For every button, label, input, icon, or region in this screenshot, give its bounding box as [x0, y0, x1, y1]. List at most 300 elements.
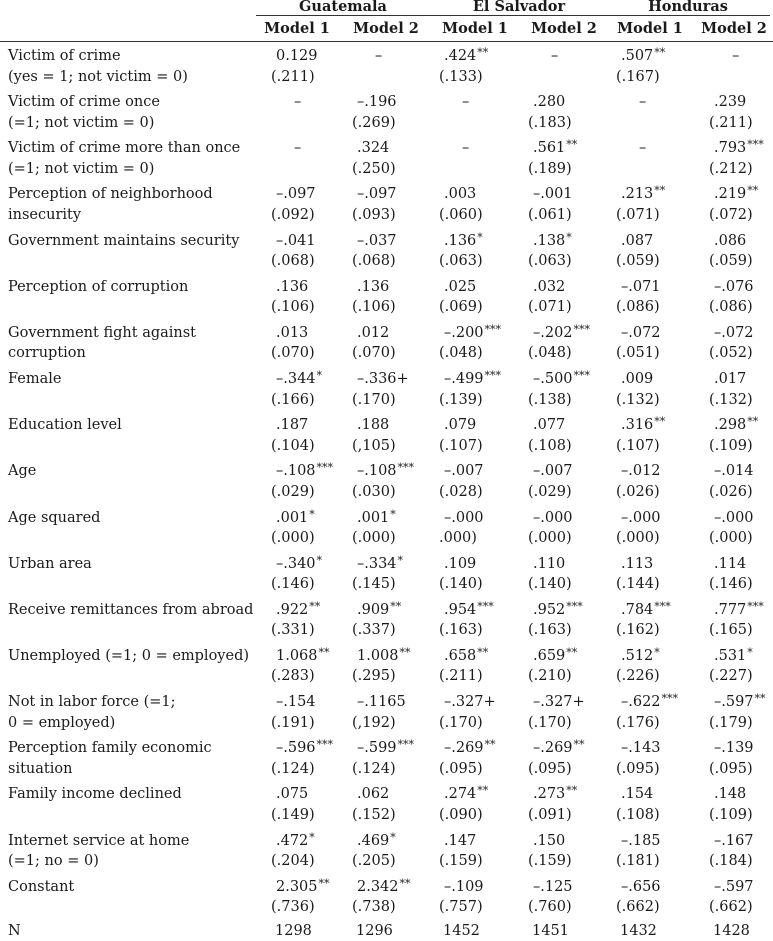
coef-value: –.200	[444, 324, 484, 341]
row-label	[8, 184, 248, 225]
coef-value: 1.068	[276, 647, 318, 664]
se-cell: (.165)	[709, 622, 753, 639]
coef-value: –	[732, 48, 740, 64]
row-label-line: (=1; not victim = 0)	[8, 160, 155, 177]
coef-value: .784	[621, 601, 654, 618]
coef-cell	[533, 415, 566, 437]
coef-cell	[714, 508, 755, 530]
se-cell: (.183)	[528, 114, 572, 131]
significance-stars: *	[566, 230, 572, 244]
se-cell: (.167)	[616, 68, 660, 85]
coef-value: .017	[714, 371, 747, 388]
coef-cell	[444, 461, 485, 483]
coef-value: –.596	[276, 740, 316, 757]
coef-cell	[444, 323, 501, 345]
significance-stars: **	[477, 784, 489, 798]
coef-value: .150	[533, 832, 566, 849]
coef-value: .079	[444, 417, 477, 434]
coef-cell	[533, 231, 572, 253]
se-cell: (.051)	[616, 345, 660, 362]
coef-cell	[357, 692, 407, 714]
coef-cell	[357, 415, 390, 437]
row-label-line: Internet service at home	[8, 832, 190, 849]
coef-value: .087	[621, 232, 654, 249]
significance-stars: ***	[573, 322, 591, 336]
coef-cell	[621, 692, 678, 714]
coef-cell	[621, 738, 662, 760]
coef-value: .187	[276, 417, 309, 434]
coef-cell	[444, 646, 488, 668]
coef-value: .009	[621, 371, 654, 388]
coef-value: –.500	[533, 371, 573, 388]
coef-cell	[357, 231, 398, 253]
row-label	[8, 784, 248, 805]
coef-cell	[621, 277, 662, 299]
row-label	[8, 692, 248, 733]
coef-cell	[357, 323, 390, 345]
coef-value: –	[294, 94, 302, 111]
coef-cell	[732, 46, 740, 68]
se-cell: (,105)	[352, 437, 396, 454]
coef-cell	[533, 184, 574, 206]
se-cell: (.124)	[352, 760, 396, 777]
row-label	[8, 508, 248, 529]
coef-cell	[714, 831, 755, 853]
se-cell: (.212)	[709, 160, 753, 177]
se-cell: (.108)	[528, 437, 572, 454]
coef-value: –.340	[276, 555, 316, 572]
row-label-line: Urban area	[8, 555, 92, 572]
coef-cell	[357, 508, 396, 530]
significance-stars: ***	[477, 599, 494, 613]
coef-cell	[551, 46, 559, 68]
se-cell: (.063)	[528, 253, 572, 270]
se-cell: (.162)	[616, 622, 660, 639]
significance-stars: ***	[397, 461, 415, 475]
row-label-line: (=1; no = 0)	[8, 853, 99, 870]
coef-value: .952	[533, 601, 566, 618]
row-label-line: Perception of neighborhood	[8, 186, 213, 203]
coef-cell	[444, 600, 494, 622]
se-cell: (.106)	[352, 299, 396, 316]
row-label-line: Female	[8, 371, 62, 388]
coef-cell	[357, 369, 410, 391]
se-cell: (.170)	[528, 714, 572, 731]
header-rule	[0, 41, 773, 42]
significance-stars: **	[484, 738, 496, 752]
coef-value: –.014	[714, 463, 754, 480]
coef-cell	[276, 369, 322, 391]
model-header: Model 1	[442, 20, 508, 37]
coef-value: –.185	[621, 832, 661, 849]
coef-cell	[357, 554, 403, 576]
coef-value: –.656	[621, 878, 661, 895]
se-cell: (,192)	[352, 714, 396, 731]
se-cell: (.757)	[439, 899, 483, 916]
coef-value: .147	[444, 832, 477, 849]
se-cell: (.000)	[616, 530, 660, 546]
coef-cell	[714, 877, 755, 899]
row-label-line: Age	[8, 463, 37, 480]
coef-value: .012	[357, 324, 390, 341]
coef-value: .003	[444, 186, 477, 203]
coef-value: –.597	[714, 878, 754, 895]
se-cell: (.140)	[528, 576, 572, 593]
row-label	[8, 231, 248, 252]
se-cell: (.211)	[709, 114, 753, 131]
se-cell: (.170)	[352, 391, 396, 408]
se-cell: (.132)	[709, 391, 753, 408]
n-value: 1296	[356, 922, 393, 939]
se-cell: (.760)	[528, 899, 572, 916]
coef-cell	[533, 508, 574, 530]
coef-cell	[375, 46, 383, 68]
coef-value: –.499	[444, 371, 484, 388]
coef-cell	[533, 831, 566, 853]
significance-stars: ***	[566, 599, 583, 613]
coef-value: –.072	[714, 324, 754, 341]
row-label	[8, 138, 248, 179]
coef-value: –.154	[276, 694, 316, 711]
row-label	[8, 738, 248, 779]
se-cell: (.179)	[709, 714, 753, 731]
coef-cell	[621, 646, 660, 668]
coef-value: .148	[714, 786, 747, 803]
n-value: 1428	[713, 922, 750, 939]
coef-value: –.108	[276, 463, 316, 480]
se-cell: (.026)	[709, 483, 753, 500]
coef-cell	[714, 738, 755, 760]
coef-cell	[714, 784, 747, 806]
row-label	[8, 646, 248, 667]
row-label	[8, 831, 248, 872]
coef-value: .138	[533, 232, 566, 249]
coef-cell	[444, 738, 496, 760]
coef-value: –.336+	[357, 371, 409, 388]
coef-value: –.344	[276, 371, 316, 388]
row-label-line: Government fight against	[8, 324, 197, 341]
row-label-line: Government maintains security	[8, 232, 240, 249]
coef-value: .062	[357, 786, 390, 803]
coef-value: .954	[444, 601, 477, 618]
se-cell: (.104)	[271, 437, 315, 454]
significance-stars: **	[654, 184, 666, 198]
se-cell: (.030)	[352, 483, 396, 500]
se-cell: (.331)	[271, 622, 315, 639]
coef-cell	[714, 554, 747, 576]
se-cell: (.068)	[352, 253, 396, 270]
se-cell: (.145)	[352, 576, 396, 593]
coef-cell	[444, 508, 485, 530]
coef-value: .531	[714, 647, 747, 664]
row-label-line: Family income declined	[8, 786, 182, 803]
se-cell: (.071)	[616, 206, 660, 223]
coef-value: .013	[276, 324, 309, 341]
coef-cell	[276, 600, 320, 622]
coef-cell	[621, 461, 662, 483]
se-cell: (.227)	[709, 668, 753, 685]
se-cell: (.095)	[709, 760, 753, 777]
coef-cell	[714, 600, 764, 622]
se-cell: (.029)	[528, 483, 572, 500]
coef-cell	[533, 92, 566, 114]
coef-cell	[621, 415, 665, 437]
se-cell: (.095)	[528, 760, 572, 777]
coef-value: .507	[621, 48, 654, 64]
coef-cell	[276, 461, 333, 483]
se-cell: (.072)	[709, 206, 753, 223]
row-label	[8, 877, 248, 898]
coef-cell	[621, 231, 654, 253]
se-cell: (.059)	[709, 253, 753, 270]
se-cell: (.295)	[352, 668, 396, 685]
se-cell: (.026)	[616, 483, 660, 500]
coef-cell	[276, 184, 317, 206]
coef-cell	[714, 184, 758, 206]
coef-cell	[714, 415, 758, 437]
se-cell: (.210)	[528, 668, 572, 685]
se-cell: (.205)	[352, 853, 396, 870]
significance-stars: *	[309, 830, 315, 844]
se-cell: (.086)	[616, 299, 660, 316]
coef-value: –.000	[444, 509, 484, 526]
coef-cell	[276, 738, 333, 760]
coef-value: .469	[357, 832, 390, 849]
coef-value: .512	[621, 647, 654, 664]
row-label-line: Not in labor force (=1;	[8, 694, 176, 711]
se-cell: (.063)	[439, 253, 483, 270]
row-label-line: insecurity	[8, 206, 82, 223]
se-cell: (.337)	[352, 622, 396, 639]
coef-cell	[533, 784, 577, 806]
coef-cell	[621, 600, 671, 622]
se-cell: (.109)	[709, 437, 753, 454]
coef-cell	[621, 877, 662, 899]
group-header-honduras: Honduras	[648, 0, 728, 15]
coef-cell	[276, 877, 330, 899]
significance-stars: **	[566, 138, 578, 152]
coef-value: –.327+	[444, 694, 496, 711]
coef-cell	[276, 508, 315, 530]
se-cell: (.095)	[439, 760, 483, 777]
coef-cell	[533, 369, 590, 391]
se-cell: (.000)	[352, 530, 396, 546]
coef-value: 2.305	[276, 878, 318, 895]
coef-cell	[444, 554, 477, 576]
coef-cell	[714, 277, 755, 299]
coef-cell	[621, 508, 662, 530]
row-label-line: Perception family economic	[8, 740, 212, 757]
significance-stars: **	[654, 46, 666, 59]
se-cell: (.170)	[439, 714, 483, 731]
group-header-el-salvador: El Salvador	[472, 0, 566, 15]
coef-value: .659	[533, 647, 566, 664]
row-label-line: situation	[8, 760, 73, 777]
significance-stars: ***	[316, 461, 334, 475]
coef-value: –.000	[533, 509, 573, 526]
significance-stars: *	[654, 645, 660, 659]
se-cell: (.060)	[439, 206, 483, 223]
significance-stars: **	[747, 184, 759, 198]
coef-cell	[533, 277, 566, 299]
coef-value: –.597	[714, 694, 754, 711]
significance-stars: **	[566, 784, 578, 798]
coef-value: –	[375, 48, 383, 64]
coef-cell	[276, 692, 317, 714]
se-cell: (.059)	[616, 253, 660, 270]
se-cell: (.146)	[709, 576, 753, 593]
coef-value: .213	[621, 186, 654, 203]
se-cell: (.095)	[616, 760, 660, 777]
coef-value: .922	[276, 601, 309, 618]
coef-cell	[621, 369, 654, 391]
significance-stars: ***	[654, 599, 671, 613]
significance-stars: **	[754, 692, 766, 706]
coef-value: –.269	[533, 740, 573, 757]
significance-stars: *	[477, 230, 483, 244]
coef-cell	[533, 600, 583, 622]
coef-cell	[714, 231, 747, 253]
coef-value: –.001	[533, 186, 573, 203]
se-cell: (.108)	[616, 806, 660, 823]
coef-value: –.108	[357, 463, 397, 480]
coef-value: –.167	[714, 832, 754, 849]
model-header: Model 2	[353, 20, 419, 37]
coef-value: –.097	[276, 186, 316, 203]
coef-cell	[714, 646, 753, 668]
significance-stars: **	[318, 645, 330, 659]
coef-cell	[276, 46, 319, 68]
coef-value: –.041	[276, 232, 316, 249]
coef-value: –.071	[621, 278, 661, 295]
coef-cell	[621, 554, 654, 576]
n-value: 1432	[620, 922, 657, 939]
coef-value: –.125	[533, 878, 573, 895]
coef-cell	[621, 323, 662, 345]
significance-stars: **	[477, 46, 489, 59]
significance-stars: *	[316, 553, 323, 567]
coef-cell	[533, 461, 574, 483]
se-cell: (.140)	[439, 576, 483, 593]
coef-value: –.007	[444, 463, 484, 480]
coef-value: .110	[533, 555, 566, 572]
significance-stars: *	[390, 507, 396, 521]
coef-cell	[444, 784, 488, 806]
coef-value: –.622	[621, 694, 661, 711]
coef-cell	[444, 369, 501, 391]
se-cell: (.093)	[352, 206, 396, 223]
se-cell: (.107)	[616, 437, 660, 454]
se-cell: (.738)	[352, 899, 396, 916]
significance-stars: **	[399, 645, 411, 659]
coef-cell	[357, 138, 390, 160]
coef-cell	[276, 831, 315, 853]
model-header: Model 1	[617, 20, 683, 37]
coef-value: .114	[714, 555, 747, 572]
coef-cell	[444, 877, 485, 899]
coef-value: –.097	[357, 186, 397, 203]
coef-cell	[533, 323, 590, 345]
coef-cell	[533, 877, 574, 899]
se-cell: (.086)	[709, 299, 753, 316]
se-cell: (.069)	[439, 299, 483, 316]
se-cell: (.000)	[528, 530, 572, 546]
row-label	[8, 277, 248, 298]
se-cell: (.159)	[528, 853, 572, 870]
coef-cell	[714, 692, 766, 714]
coef-cell	[294, 92, 302, 114]
coef-value: –.143	[621, 740, 661, 757]
coef-value: .793	[714, 140, 747, 157]
se-cell: (.106)	[271, 299, 315, 316]
significance-stars: ***	[484, 369, 502, 383]
coef-cell	[621, 46, 665, 68]
coef-cell	[533, 738, 585, 760]
n-value: 1452	[443, 922, 480, 939]
coef-value: –.269	[444, 740, 484, 757]
row-label	[8, 92, 248, 133]
se-cell: (.144)	[616, 576, 660, 593]
coef-value: .424	[444, 48, 477, 64]
coef-value: .274	[444, 786, 477, 803]
significance-stars: **	[566, 645, 578, 659]
coef-value: –.072	[621, 324, 661, 341]
model-header: Model 1	[264, 20, 330, 37]
coef-value: .113	[621, 555, 654, 572]
model-header: Model 2	[701, 20, 767, 37]
significance-stars: ***	[397, 738, 415, 752]
coef-value: –.202	[533, 324, 573, 341]
coef-cell	[533, 138, 577, 160]
significance-stars: ***	[747, 138, 764, 152]
n-value: 1298	[275, 922, 312, 939]
row-label-line: Unemployed (=1; 0 = employed)	[8, 647, 250, 664]
model-header: Model 2	[531, 20, 597, 37]
coef-value: 0.129	[276, 48, 318, 64]
coef-value: .001	[276, 509, 309, 526]
coef-cell	[444, 831, 477, 853]
coef-value: .025	[444, 278, 477, 295]
row-label-line: (=1; not victim = 0)	[8, 114, 155, 131]
coef-value: –.1165	[357, 694, 406, 711]
se-cell: (.211)	[439, 668, 483, 685]
significance-stars: **	[573, 738, 585, 752]
coef-value: .001	[357, 509, 390, 526]
coef-cell	[357, 784, 390, 806]
coef-cell	[533, 554, 566, 576]
se-cell: (.146)	[271, 576, 315, 593]
se-cell: (.250)	[352, 160, 396, 177]
coef-cell	[357, 831, 396, 853]
coef-value: –.109	[444, 878, 484, 895]
coef-value: .188	[357, 417, 390, 434]
coef-cell	[357, 600, 401, 622]
se-cell: (.662)	[616, 899, 660, 916]
coef-cell	[639, 92, 647, 114]
row-label-line: Age squared	[8, 509, 101, 526]
se-cell: (.052)	[709, 345, 753, 362]
coef-value: –	[639, 140, 647, 157]
row-label-line: 0 = employed)	[8, 714, 116, 731]
coef-cell	[276, 277, 309, 299]
coef-value: .298	[714, 417, 747, 434]
n-value: 1451	[532, 922, 569, 939]
coef-value: .239	[714, 94, 747, 111]
significance-stars: **	[399, 876, 411, 890]
coef-cell	[714, 323, 755, 345]
coef-cell	[276, 323, 309, 345]
se-cell: (.133)	[439, 68, 483, 85]
